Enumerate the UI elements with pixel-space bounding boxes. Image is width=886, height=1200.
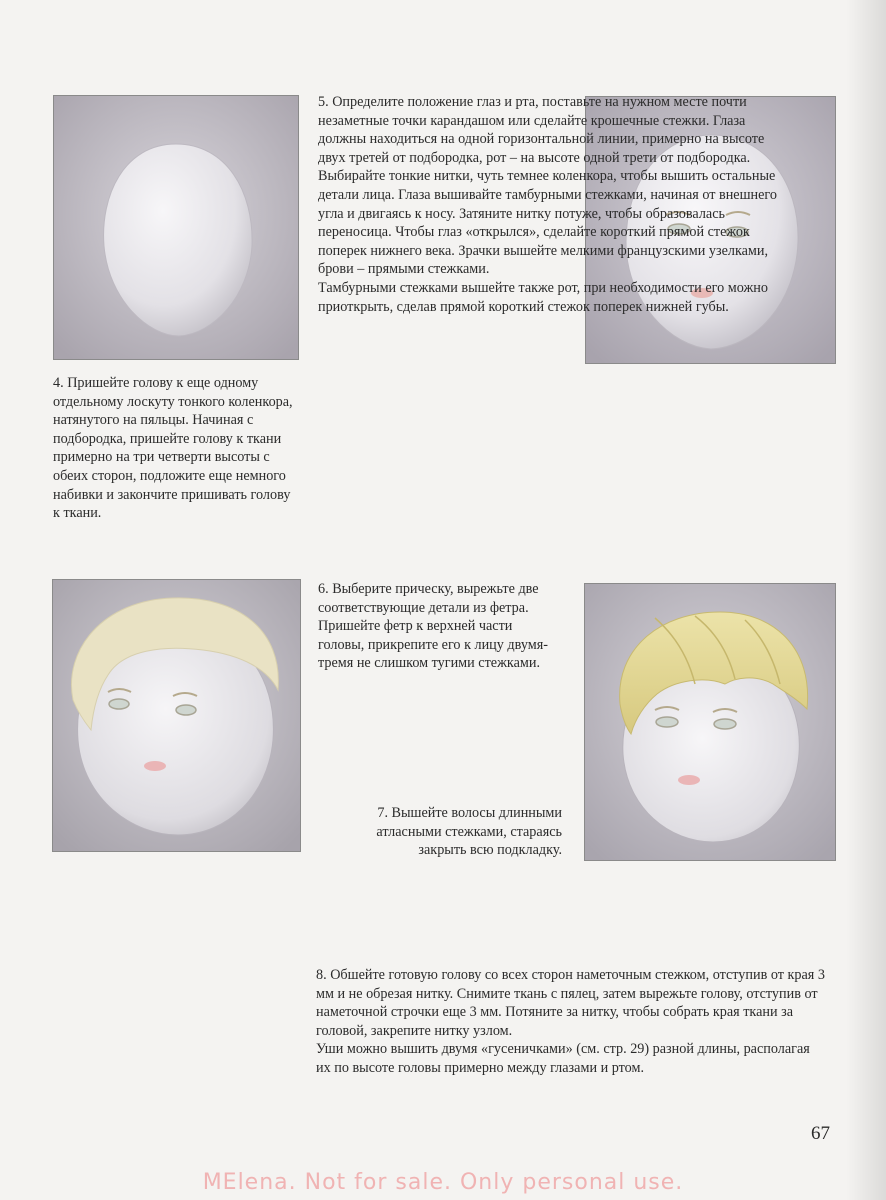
step5-text — [318, 93, 778, 316]
step4-text: 4. Пришейте голову к еще одному отдельному лоскуту тонкого коленкора, натянутого на пяльцы. Начиная с подбородка, пришейте голову к ткани примерно на три четверти высоты с обеих сторон, подложите еще немного набивки и закончите пришивать голову к ткани. — [53, 375, 293, 522]
photo-embroidered-hair — [584, 583, 836, 861]
page-number: 67 — [811, 1123, 830, 1144]
step5-paragraph-1: 5. Определите положение глаз и рта, поставьте на нужном месте почти незаметные точки карандашом или сделайте крошечные стежки. Глаза должны находиться на одной горизонтальной линии, примерно на высоте двух третей от подбородка, рот – на высоте одной трети от подбородка. Выбирайте тонкие нитки, чуть темнее коленкора, чтобы вышить остальные детали лица. Глаза вышивайте тамбурными стежками, начиная от внешнего угла и двигаясь к носу. Затяните нитку потуже, чтобы образовалась переносица. Чтобы глаз «открылся», сделайте короткий прямой стежок поперек нижнего века. Зрачки вышейте мелкими французскими узелками, брови – прямыми стежками. — [318, 94, 777, 278]
step6-text: 6. Выберите прическу, вырежьте две соответствующие детали из фетра. Пришейте фетр к верхней части головы, прикрепите его к лицу двумя-тремя не слишком тугими стежками. — [318, 581, 548, 672]
step8-paragraph-2: Уши можно вышить двумя «гусеничками» (см. стр. 29) разной длины, располагая их по высоте головы примерно между глазами и ртом. — [316, 1041, 810, 1076]
step5-paragraph-2: Тамбурными стежками вышейте также рот, при необходимости его можно приоткрыть, сделав прямой короткий стежок поперек нижней губы. — [318, 279, 768, 315]
watermark: MElena. Not for sale. Only personal use. — [202, 1170, 684, 1195]
step8-paragraph-1: 8. Обшейте готовую голову со всех сторон наметочным стежком, отступив от края 3 мм и не обрезая нитку. Снимите ткань с пялец, затем вырежьте голову, отступив от наметочной строчки еще 3 мм. Потяните за нитку, чтобы собрать края ткани за головой, закрепите нитку узлом. — [316, 967, 825, 1039]
step7-text: 7. Вышейте волосы длинными атласными стежками, стараясь закрыть всю подкладку. — [376, 805, 562, 859]
photo-felt-hair — [52, 579, 301, 852]
page-edge-shadow — [846, 0, 886, 1200]
photo-blank-head — [53, 95, 299, 360]
step8-text — [316, 966, 826, 1078]
